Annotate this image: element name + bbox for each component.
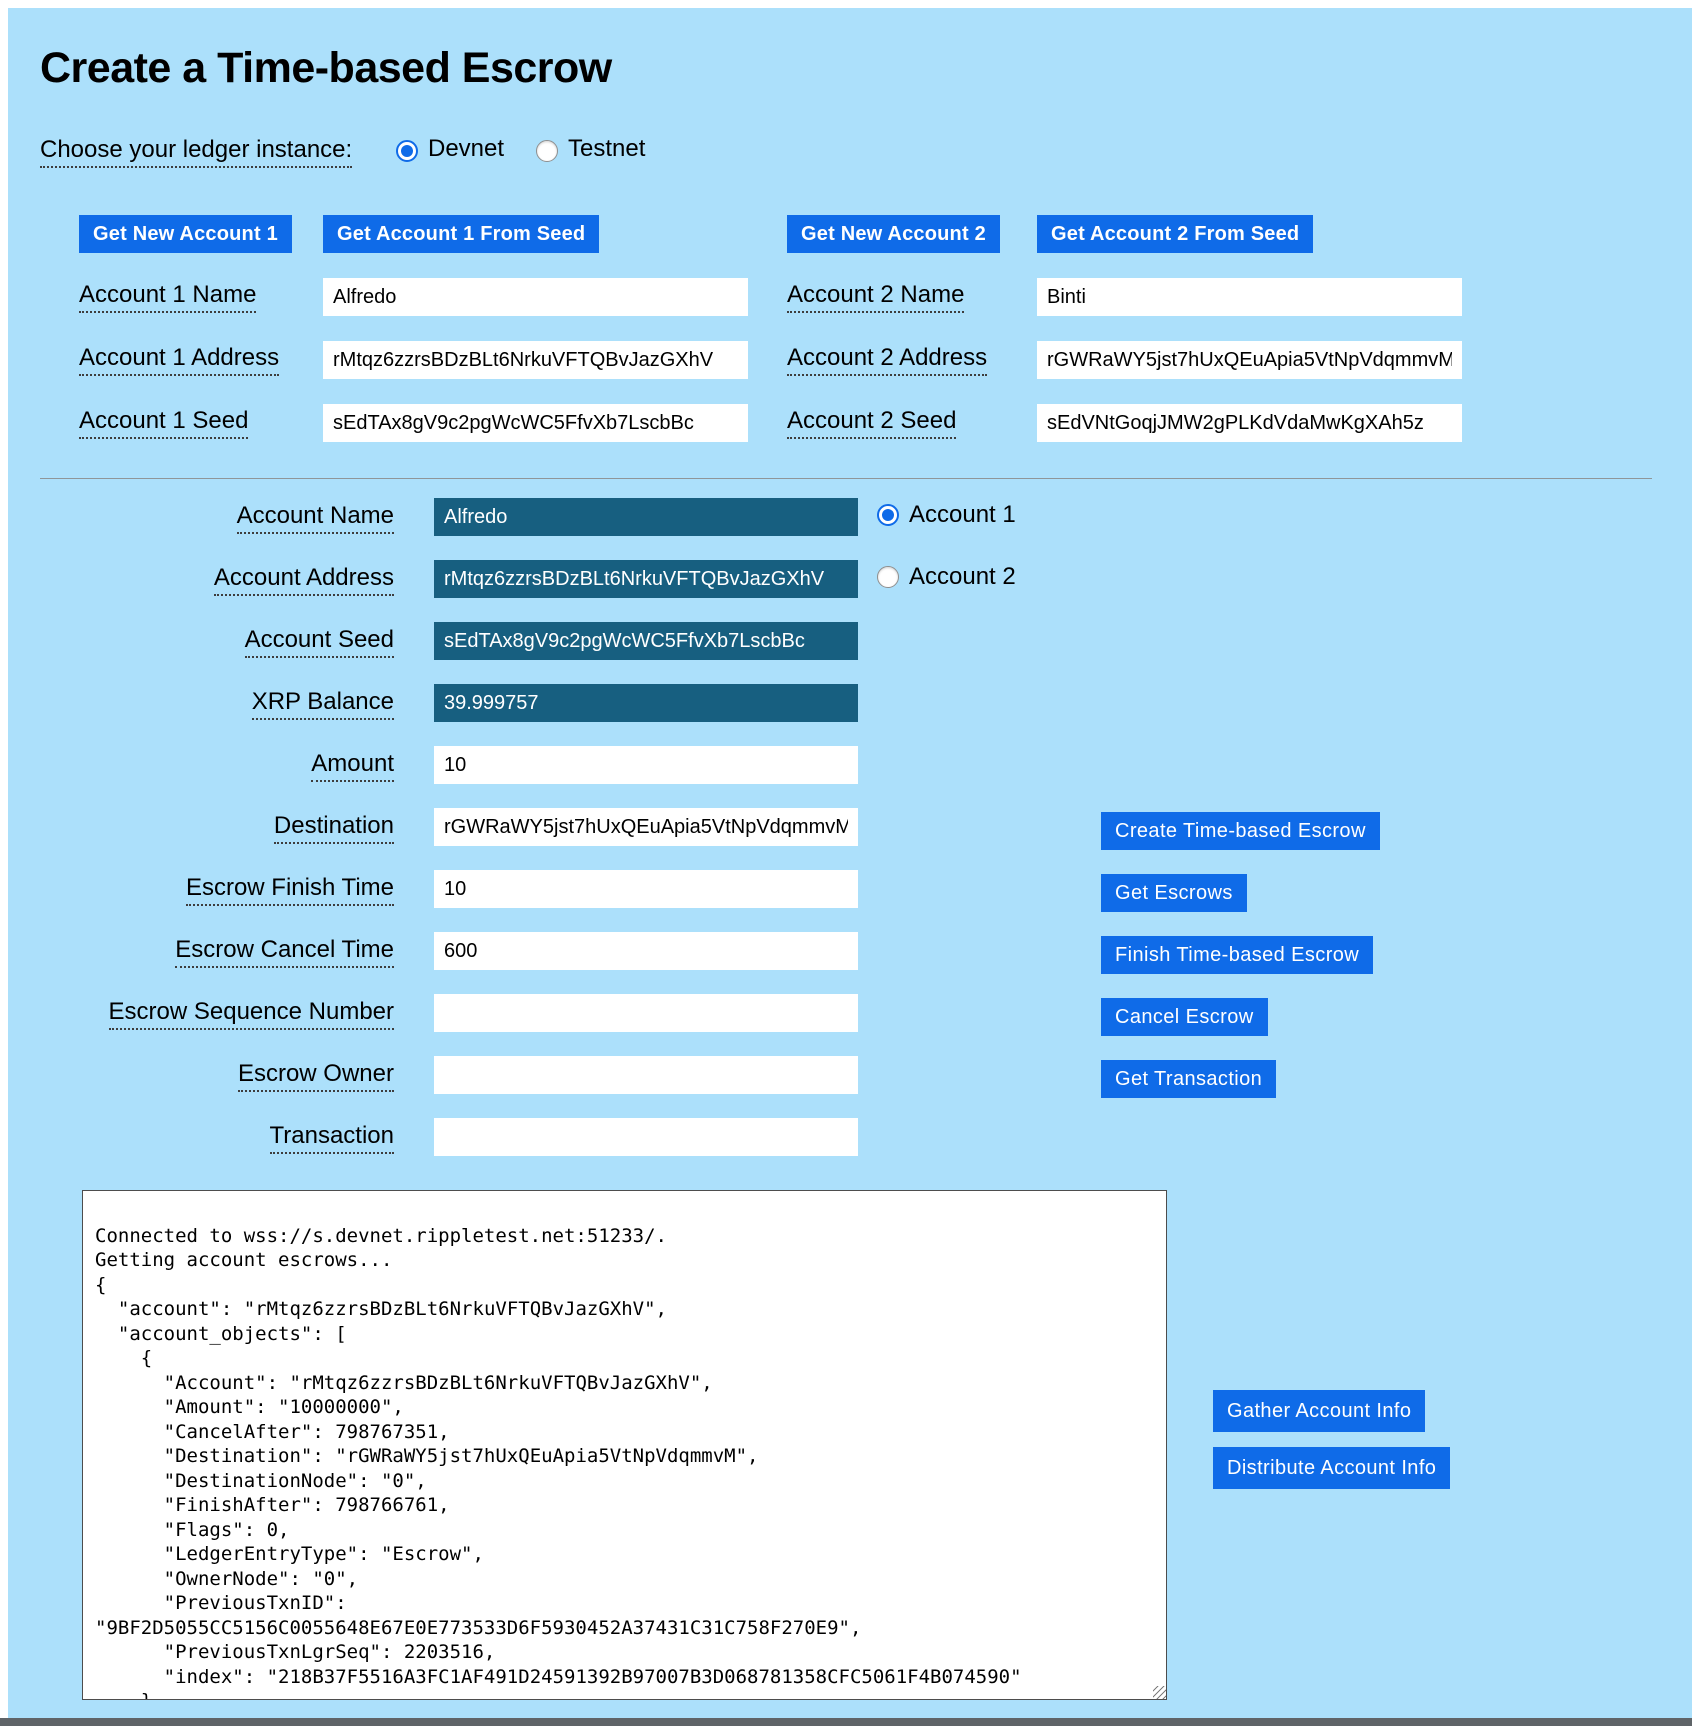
distribute-account-info-button[interactable]: Distribute Account Info [1213,1447,1450,1489]
escrow-cancel-time-label: Escrow Cancel Time [175,936,394,968]
account1-radio[interactable] [877,504,899,526]
get-new-account2-button[interactable]: Get New Account 2 [787,215,1000,253]
account2-radio[interactable] [877,566,899,588]
account2-seed-input[interactable] [1037,404,1462,442]
xrp-balance-label: XRP Balance [252,688,394,720]
account-address-label: Account Address [214,564,394,596]
testnet-radio[interactable] [536,140,558,162]
account-seed-label: Account Seed [245,626,394,658]
get-transaction-button[interactable]: Get Transaction [1101,1060,1276,1098]
finish-time-based-escrow-button[interactable]: Finish Time-based Escrow [1101,936,1373,974]
ledger-instance-label: Choose your ledger instance: [40,136,352,168]
resize-handle-icon[interactable] [1153,1686,1166,1699]
escrow-sequence-number-label: Escrow Sequence Number [109,998,394,1030]
escrow-finish-time-label: Escrow Finish Time [186,874,394,906]
account2-name-label: Account 2 Name [787,281,964,313]
page [8,8,1692,1726]
transaction-label: Transaction [270,1122,395,1154]
account1-seed-input[interactable] [323,404,748,442]
account2-address-label: Account 2 Address [787,344,987,376]
bottom-bar [0,1718,1692,1726]
destination-input[interactable] [434,808,858,846]
devnet-radio-label: Devnet [428,135,505,162]
escrow-owner-input[interactable] [434,1056,858,1094]
escrow-finish-time-input[interactable] [434,870,858,908]
account-address-field[interactable] [434,560,858,598]
account2-name-input[interactable] [1037,278,1462,316]
create-time-based-escrow-button[interactable]: Create Time-based Escrow [1101,812,1380,850]
escrow-owner-label: Escrow Owner [238,1060,394,1092]
account1-radio-label: Account 1 [909,501,1016,528]
gather-account-info-button[interactable]: Gather Account Info [1213,1390,1425,1432]
amount-input[interactable] [434,746,858,784]
account-name-field[interactable] [434,498,858,536]
output-textarea[interactable] [82,1190,1167,1700]
account-seed-field[interactable] [434,622,858,660]
account1-address-label: Account 1 Address [79,344,279,376]
escrow-sequence-number-input[interactable] [434,994,858,1032]
account2-seed-label: Account 2 Seed [787,407,956,439]
account2-radio-label: Account 2 [909,563,1016,590]
amount-label: Amount [311,750,394,782]
page-title: Create a Time-based Escrow [40,44,612,92]
testnet-radio-label: Testnet [568,135,646,162]
section-divider [40,478,1652,479]
get-account2-from-seed-button[interactable]: Get Account 2 From Seed [1037,215,1313,253]
get-escrows-button[interactable]: Get Escrows [1101,874,1247,912]
account1-name-label: Account 1 Name [79,281,256,313]
account1-name-input[interactable] [323,278,748,316]
account-name-label: Account Name [237,502,394,534]
account2-address-input[interactable] [1037,341,1462,379]
transaction-input[interactable] [434,1118,858,1156]
devnet-radio[interactable] [396,140,418,162]
get-new-account1-button[interactable]: Get New Account 1 [79,215,292,253]
account1-address-input[interactable] [323,341,748,379]
destination-label: Destination [274,812,394,844]
escrow-cancel-time-input[interactable] [434,932,858,970]
cancel-escrow-button[interactable]: Cancel Escrow [1101,998,1268,1036]
account1-seed-label: Account 1 Seed [79,407,248,439]
xrp-balance-field[interactable] [434,684,858,722]
get-account1-from-seed-button[interactable]: Get Account 1 From Seed [323,215,599,253]
